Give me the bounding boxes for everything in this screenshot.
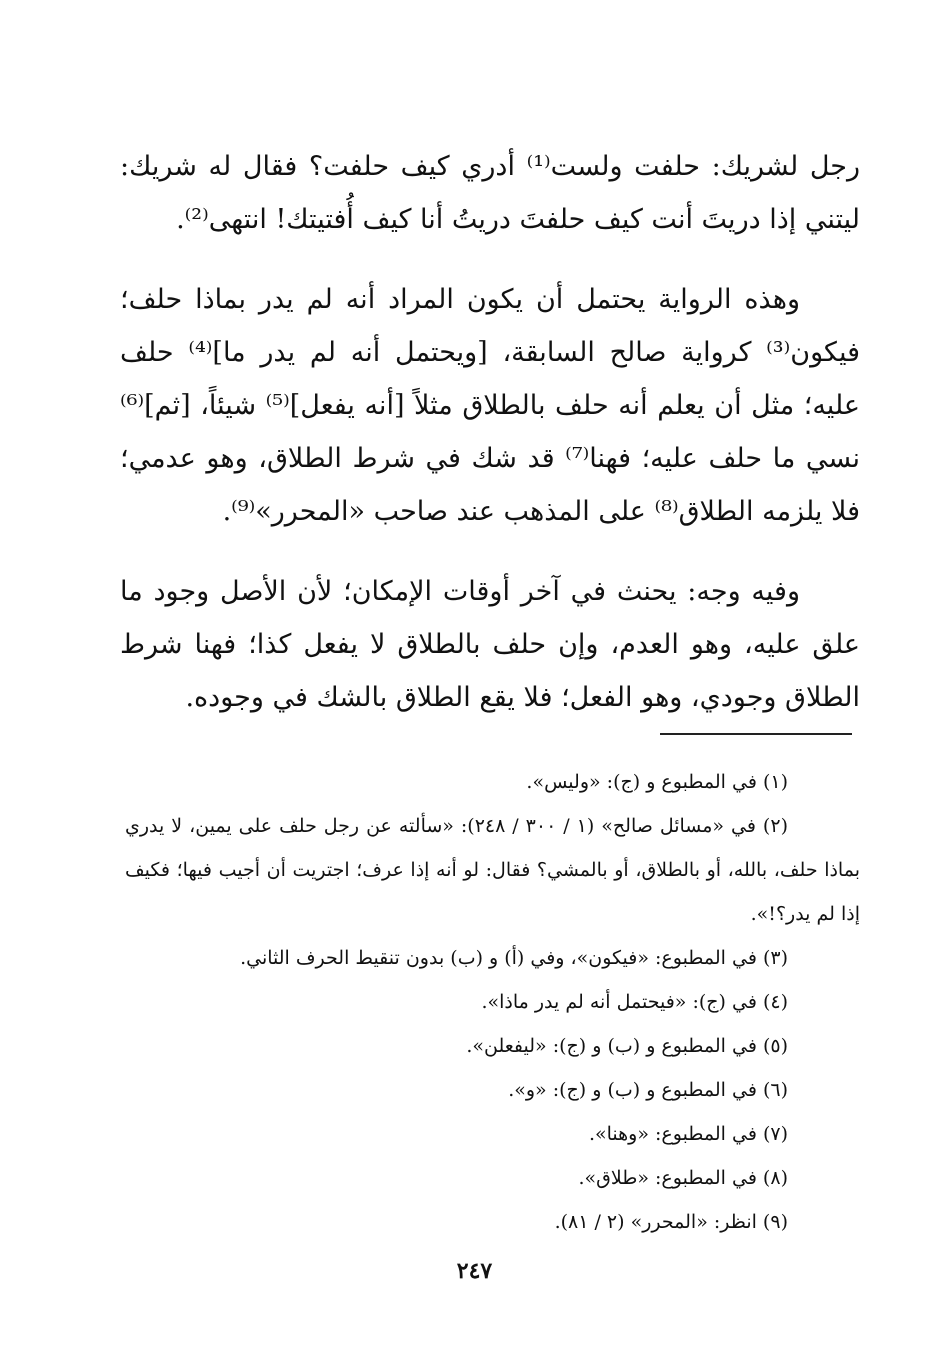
footnote-3: (٣) في المطبوع: «فيكون»، وفي (أ) و (ب) بدون تنقيط الحرف الثاني. [240,947,788,969]
footnote-7: (٧) في المطبوع: «وهنا». [588,1123,788,1145]
paragraph-3: وفيه وجه: يحنث في آخر أوقات الإمكان؛ لأن الأصل وجود ما علق عليه، وهو العدم، وإن حلف بالطلاق لا يفعل كذا؛ فهنا شرط الطلاق وجودي، وهو الفعل؛ فلا يقع الطلاق بالشك في وجوده. [120,576,860,713]
footnote-8: (٨) في المطبوع: «طلاق». [578,1167,788,1189]
main-text [120,140,860,724]
footnote-4: (٤) في (ج): «فيحتمل أنه لم يدر ماذا». [481,991,788,1013]
footnote-6: (٦) في المطبوع و (ب) و (ج): «و». [508,1079,788,1101]
footnote-1: (١) في المطبوع و (ج): «وليس». [526,771,788,793]
footnote-separator [660,733,852,735]
page-number: ٢٤٧ [456,1258,493,1284]
footnote-9: (٩) انظر: «المحرر» (٢ / ٨١). [554,1211,788,1233]
footnote-5: (٥) في المطبوع و (ب) و (ج): «ليفعلن». [466,1035,788,1057]
footnotes [125,760,860,1244]
footnote-2: (٢) في «مسائل صالح» (١ / ٣٠٠ / ٢٤٨): «سألته عن رجل حلف على يمين، لا يدري بماذا حلف، بالله، أو بالطلاق، أو بالمشي؟ فقال: لو أنه إذا عرف؛ اجتريت أن أجيب فيها؛ فكيف إذا لم يدر؟!». [125,815,860,925]
paragraph-2: وهذه الرواية يحتمل أن يكون المراد أنه لم يدر بماذا حلف؛ فيكون⁽³⁾ كرواية صالح السابقة، [ويحتمل أنه لم يدر ما]⁽⁴⁾ حلف عليه؛ مثل أن يعلم أنه حلف بالطلاق مثلاً [أنه يفعل]⁽⁵⁾ شيئاً، [ثم]⁽⁶⁾ نسي ما حلف عليه؛ فهنا⁽⁷⁾ قد شك في شرط الطلاق، وهو عدمي؛ فلا يلزمه الطلاق⁽⁸⁾ على المذهب عند صاحب «المحرر»⁽⁹⁾. [120,284,860,527]
paragraph-1: رجل لشريك: حلفت ولست⁽¹⁾ أدري كيف حلفت؟ فقال له شريك: ليتني إذا دريتَ أنت كيف حلفتَ دريتُ أنا كيف أُفتيتك! انتهى⁽²⁾. [120,151,860,235]
